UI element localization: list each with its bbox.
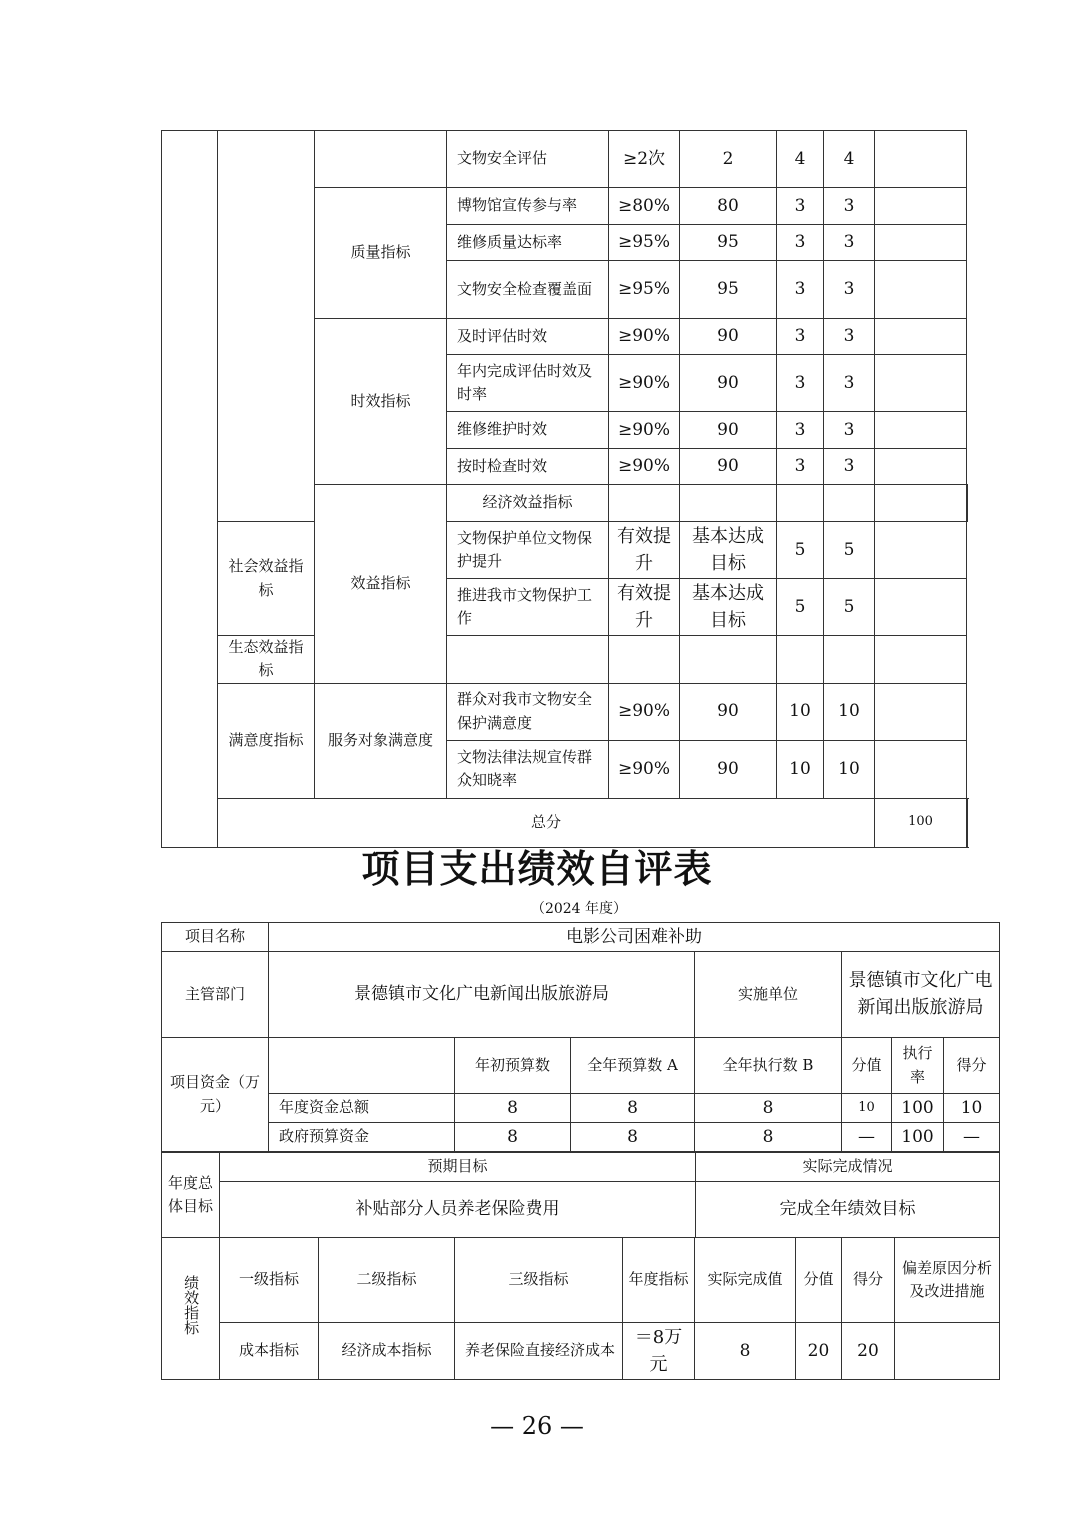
project-name-label: 项目名称	[162, 923, 269, 952]
year-label: （2024 年度）	[530, 901, 628, 917]
total-score-label: 总分	[218, 798, 875, 847]
annual-goal-table: 年度总体目标 预期目标 实际完成情况 补贴部分人员养老保险费用 完成全年绩效目标	[161, 1152, 1000, 1238]
annual-goal-label: 年度总体目标	[162, 1153, 220, 1238]
perf-indicator-label: 绩效指标	[162, 1238, 220, 1380]
expected-goal: 补贴部分人员养老保险费用	[220, 1182, 696, 1238]
target-cell: ≥2次	[609, 131, 680, 188]
project-info-table: 项目名称 电影公司困难补助 主管部门 景德镇市文化广电新闻出版旅游局 实施单位 景德镇市文化广电新闻出版旅游局 项目资金（万元） 年初预算数 全年预算数 A 全年执行数 B 分值 执行率 得分 年度资金总额 8 8 8 10 100 10 政府预算资金 8 8 8 — 100 —	[161, 922, 1000, 1152]
total-score: 100	[875, 798, 967, 847]
benefit-indicator-label: 效益指标	[315, 485, 447, 684]
project-name: 电影公司困难补助	[269, 923, 1000, 952]
fund-label: 项目资金（万元）	[162, 1038, 269, 1152]
impl-label: 实施单位	[695, 952, 842, 1038]
performance-indicator-table-continued: 文物安全评估 ≥2次 2 4 4 质量指标 博物馆宣传参与率 ≥80% 80 3 3 维修质量达标率 ≥95% 95 3 3 文物安全检查覆盖面 ≥95% 95 3 3 时效指标 及时评估时效 ≥90% 90 3 3 年内完成评估时效及时率 ≥90% 90 3 3 维修维护时效 ≥90% 90 3 3 按时检查时效 ≥90% 90 3 3 效益指标 经济效益指标 社会效益指标 文物保护单位文物保护提升 有效提升 基本达成目标 5 5 推进我市文物保护工作 有效提升 基本达成目标 5 5 生态效益指标 满意度指标 服务对象满意度 群众对我市文物安全保护满意度 ≥90% 90 10 10 文物法律法规宣传群众知晓率 ≥90% 90 10 10 总分 100	[161, 130, 968, 848]
satisfaction-indicator-label: 满意度指标	[218, 683, 315, 798]
timeliness-indicator-label: 时效指标	[315, 319, 447, 485]
quality-indicator-label: 质量指标	[315, 188, 447, 319]
actual-result: 完成全年绩效目标	[696, 1182, 1000, 1238]
dept-label: 主管部门	[162, 952, 269, 1038]
impl-unit: 景德镇市文化广电新闻出版旅游局	[842, 952, 1000, 1038]
l3-cell: 文物安全评估	[447, 131, 609, 188]
dept-name: 景德镇市文化广电新闻出版旅游局	[269, 952, 695, 1038]
performance-indicator-table: 绩效指标 一级指标 二级指标 三级指标 年度指标 实际完成值 分值 得分 偏差原因分析及改进措施 成本指标 经济成本指标 养老保险直接经济成本 ＝8万元 8 20 20	[161, 1237, 1000, 1380]
page-title: 项目支出绩效自评表	[361, 846, 713, 891]
page-number: — 26 —	[490, 1412, 584, 1440]
